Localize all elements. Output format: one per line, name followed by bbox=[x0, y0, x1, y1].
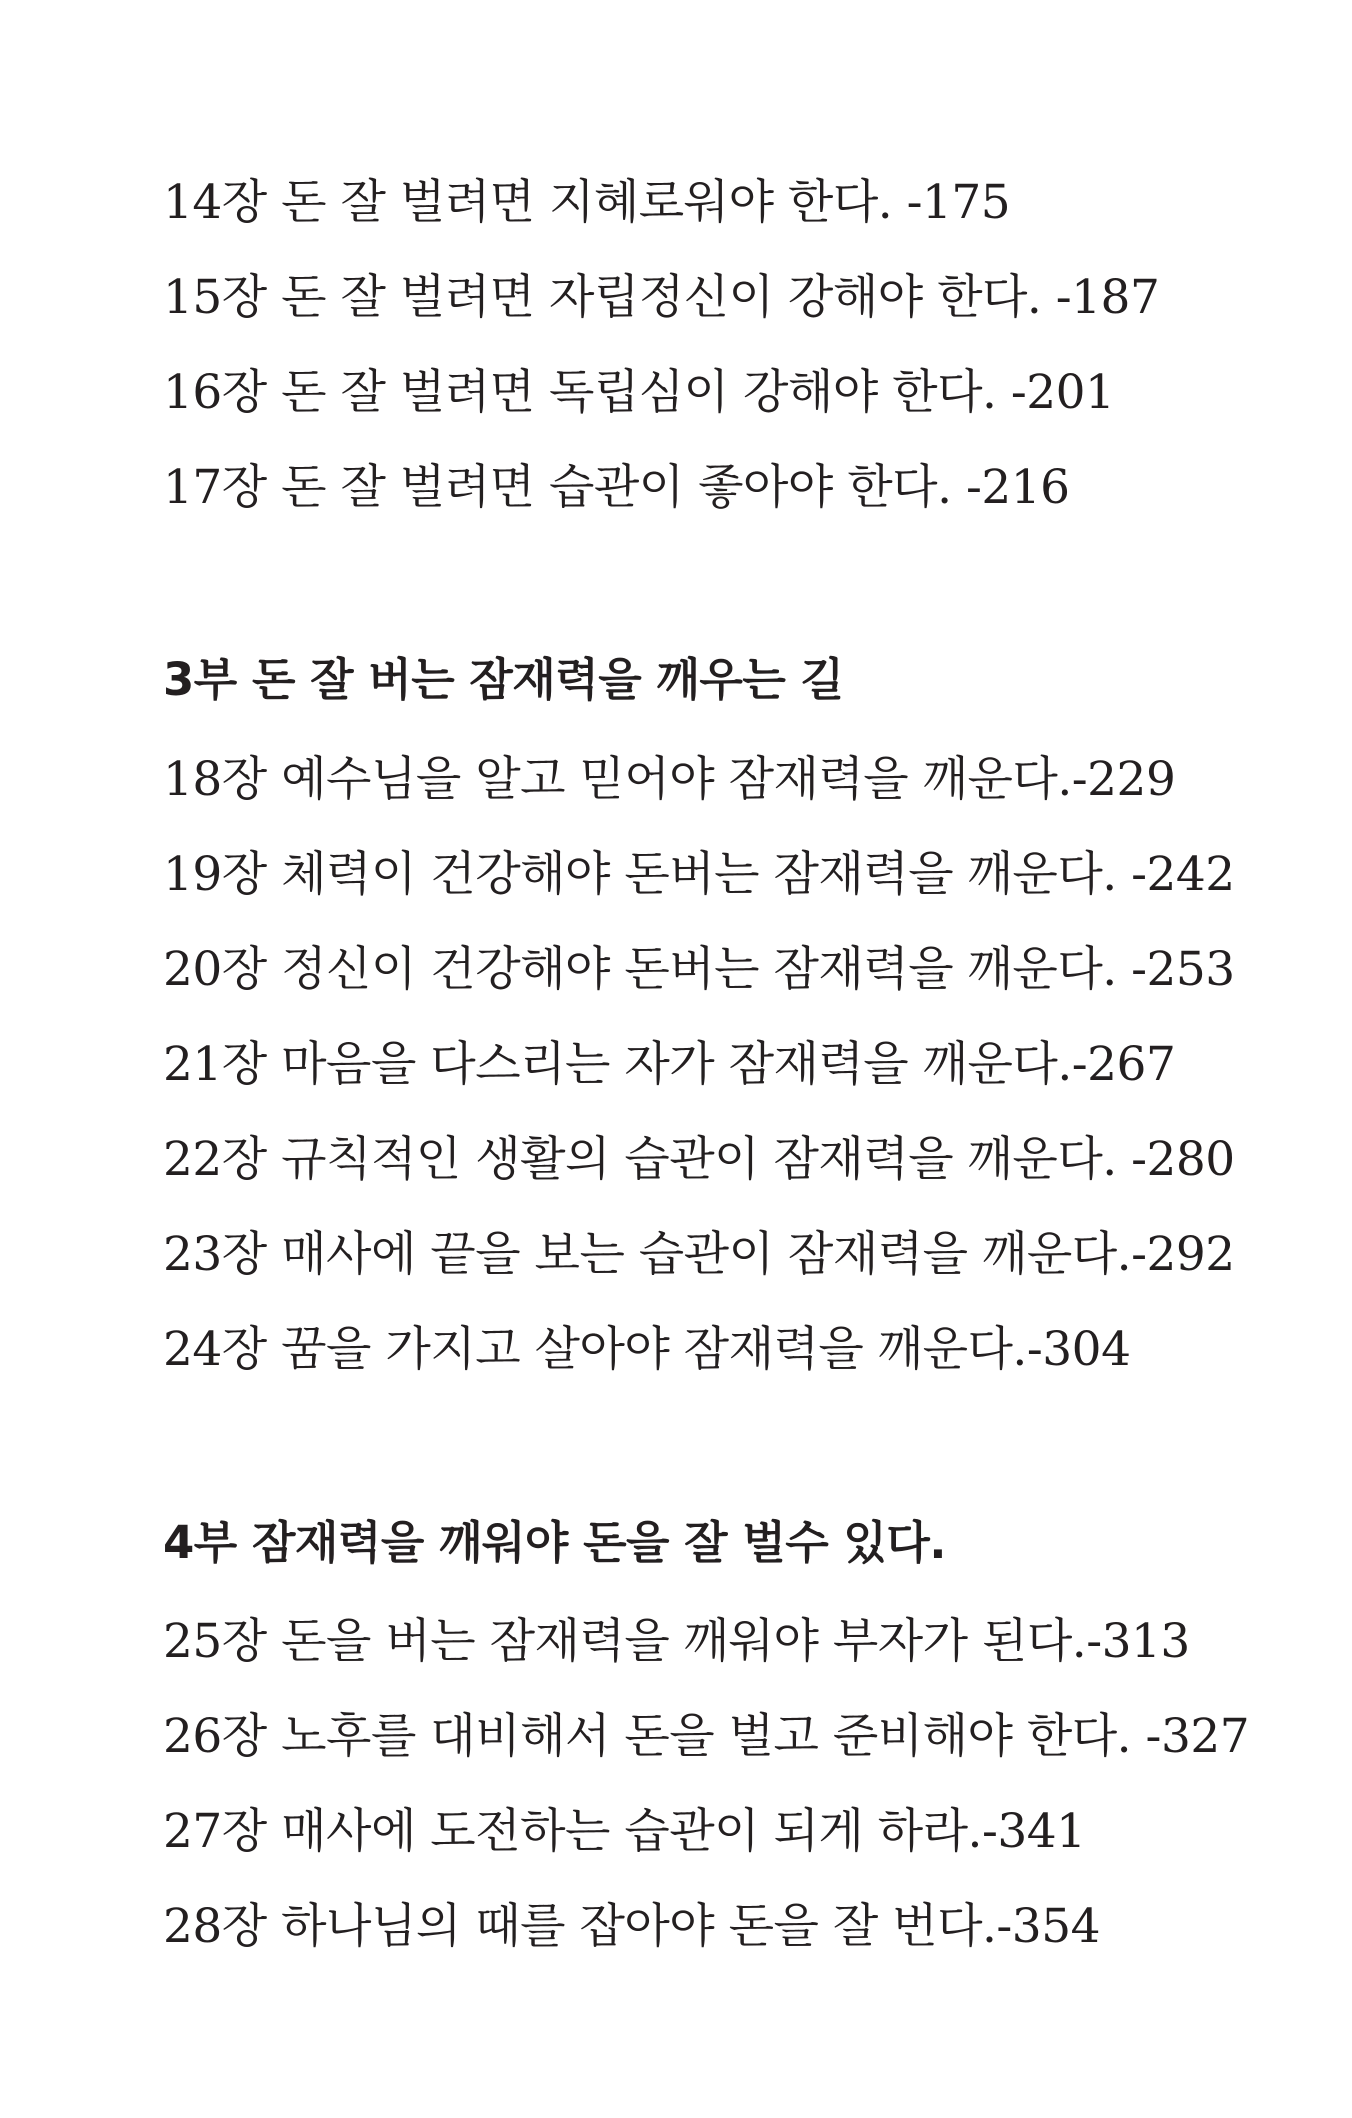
part-4-heading: 4부 잠재력을 깨워야 돈을 잘 벌수 있다. bbox=[163, 1516, 946, 1569]
chapter-18-entry: 18장 예수님을 알고 믿어야 잠재력을 깨운다.-229 bbox=[163, 752, 1176, 807]
chapter-19-entry: 19장 체력이 건강해야 돈버는 잠재력을 깨운다. -242 bbox=[163, 847, 1235, 902]
chapter-22-entry: 22장 규칙적인 생활의 습관이 잠재력을 깨운다. -280 bbox=[163, 1132, 1235, 1187]
chapter-21-entry: 21장 마음을 다스리는 자가 잠재력을 깨운다.-267 bbox=[163, 1037, 1176, 1092]
chapter-23-entry: 23장 매사에 끝을 보는 습관이 잠재력을 깨운다.-292 bbox=[163, 1227, 1235, 1282]
chapter-17-entry: 17장 돈 잘 벌려면 습관이 좋아야 한다. -216 bbox=[163, 460, 1070, 515]
part-3-heading: 3부 돈 잘 버는 잠재력을 깨우는 길 bbox=[163, 653, 844, 706]
chapter-24-entry: 24장 꿈을 가지고 살아야 잠재력을 깨운다.-304 bbox=[163, 1322, 1131, 1377]
chapter-26-entry: 26장 노후를 대비해서 돈을 벌고 준비해야 한다. -327 bbox=[163, 1709, 1250, 1764]
chapter-25-entry: 25장 돈을 버는 잠재력을 깨워야 부자가 된다.-313 bbox=[163, 1614, 1190, 1669]
chapter-27-entry: 27장 매사에 도전하는 습관이 되게 하라.-341 bbox=[163, 1804, 1086, 1859]
chapter-14-entry: 14장 돈 잘 벌려면 지혜로워야 한다. -175 bbox=[163, 175, 1011, 230]
chapter-20-entry: 20장 정신이 건강해야 돈버는 잠재력을 깨운다. -253 bbox=[163, 942, 1235, 997]
chapter-15-entry: 15장 돈 잘 벌려면 자립정신이 강해야 한다. -187 bbox=[163, 270, 1160, 325]
chapter-28-entry: 28장 하나님의 때를 잡아야 돈을 잘 번다.-354 bbox=[163, 1899, 1101, 1954]
chapter-16-entry: 16장 돈 잘 벌려면 독립심이 강해야 한다. -201 bbox=[163, 365, 1115, 420]
